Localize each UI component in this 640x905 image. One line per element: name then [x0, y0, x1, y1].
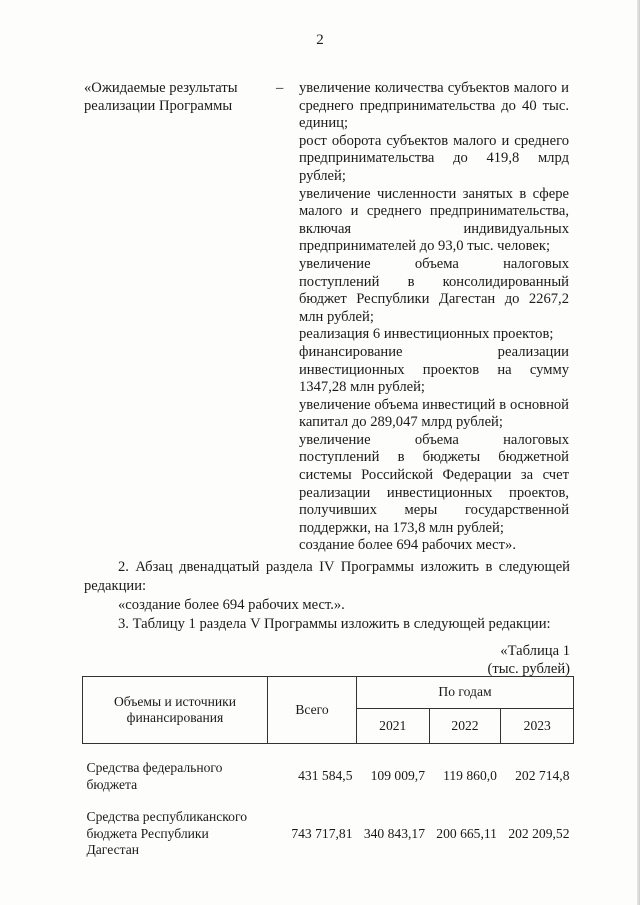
row-value: 119 860,0	[443, 768, 497, 784]
row-source: Средства республиканского бюджета Республики Дагестан	[86, 809, 247, 857]
result-item: реализация 6 инвестиционных проектов;	[299, 326, 554, 343]
row-value: 109 009,7	[370, 768, 425, 784]
table-row	[83, 760, 574, 793]
row-source: Средства федерального бюджета	[86, 760, 223, 792]
paragraph-3: 3. Таблицу 1 раздела V Программы изложить в следующей редакции:	[118, 616, 551, 632]
result-item: увеличение количества субъектов малого и среднего предпринимательства до 40 тыс. единиц;	[299, 80, 569, 132]
result-item: увеличение численности занятых в сфере малого и среднего предпринимательства, включая индивидуальных предпринимателей до 93,0 тыс. человек;	[299, 185, 569, 255]
result-item: увеличение объема налоговых поступлений в бюджеты бюджетной системы Российской Федерации за счет реализации инвестиционных проектов, получивших меры государственной поддержки, на 173,8 млн рублей;	[299, 431, 569, 536]
header-year: 2022	[429, 709, 501, 744]
header-year: 2021	[357, 709, 430, 744]
financing-table	[82, 676, 574, 859]
result-item: увеличение объема налоговых поступлений в консолидированный бюджет Республики Дагестан до 2267,2 млн рублей;	[299, 255, 569, 325]
row-value: 202 209,52	[508, 825, 570, 841]
row-total: 743 717,81	[291, 825, 353, 841]
header-years-group: По годам	[357, 677, 574, 709]
row-value: 200 665,11	[436, 825, 497, 841]
table-caption-title: «Таблица 1	[500, 643, 570, 659]
page-number: 2	[316, 32, 324, 48]
results-dash: –	[276, 80, 284, 96]
results-label: «Ожидаемые результаты реализации Программы	[84, 80, 238, 114]
header-total: Всего	[268, 677, 357, 744]
table-row	[83, 809, 574, 859]
results-list	[299, 80, 569, 555]
paragraph-2: 2. Абзац двенадцатый раздела IV Программы изложить в следующей редакции:	[84, 559, 570, 594]
result-item: увеличение объема инвестиций в основной капитал до 289,047 млрд рублей;	[299, 396, 569, 431]
row-total: 431 584,5	[298, 768, 353, 784]
table-caption-units: (тыс. рублей)	[487, 661, 570, 677]
quote-line: «создание более 694 рабочих мест.».	[118, 597, 345, 613]
row-value: 340 843,17	[363, 825, 425, 841]
result-item: создание более 694 рабочих мест».	[299, 537, 516, 554]
row-value: 202 714,8	[515, 768, 570, 784]
result-item: финансирование реализации инвестиционных проектов на сумму 1347,28 млн рублей;	[299, 343, 569, 396]
header-year: 2023	[501, 709, 574, 744]
result-item: рост оборота субъектов малого и среднего предпринимательства до 419,8 млрд рублей;	[299, 132, 569, 184]
header-source: Объемы и источники финансирования	[83, 677, 268, 744]
